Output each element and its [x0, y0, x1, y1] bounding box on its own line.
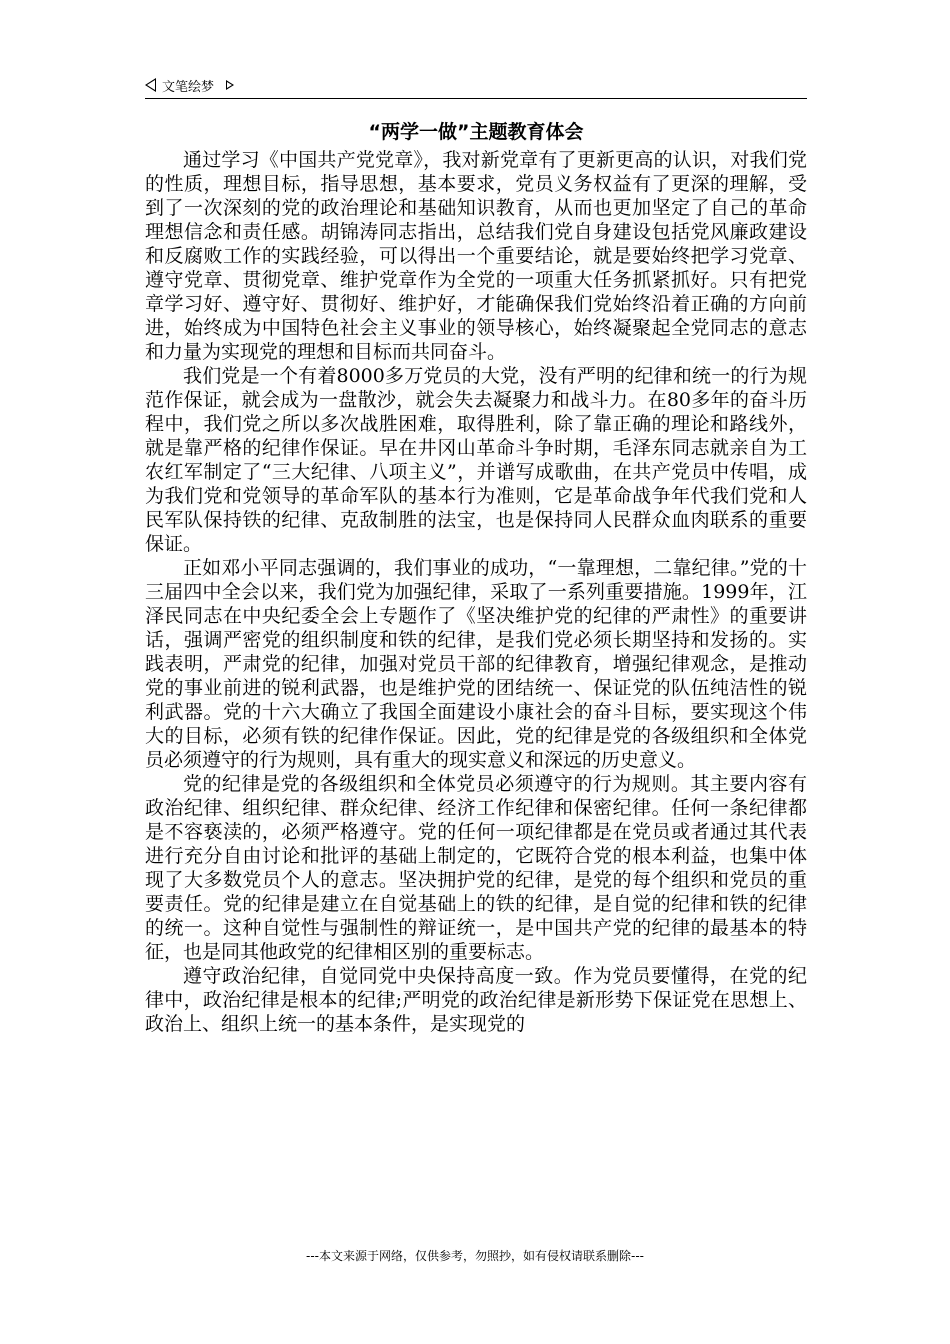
- paragraph: 正如邓小平同志强调的，我们事业的成功，“一靠理想，二靠纪律。”党的十三届四中全会以来，我们党为加强纪律，采取了一系列重要措施。1999年，江泽民同志在中央纪委全会上专题作了《坚决维护党的纪律的严肃性》的重要讲话，强调严密党的组织制度和铁的纪律，是我们党必须长期坚持和发扬的。实践表明，严肃党的纪律，加强对党员干部的纪律教育，增强纪律观念，是推动党的事业前进的锐利武器，也是维护党的团结统一、保证党的队伍纯洁性的锐利武器。党的十六大确立了我国全面建设小康社会的奋斗目标，要实现这个伟大的目标，必须有铁的纪律作保证。因此，党的纪律是党的各级组织和全体党员必须遵守的行为规则，具有重大的现实意义和深远的历史意义。: [145, 557, 807, 771]
- document-title: “两学一做”主题教育体会: [368, 121, 584, 143]
- footer-notice: ---本文来源于网络，仅供参考，勿照抄，如有侵权请联系删除---: [306, 1249, 644, 1263]
- site-name: 文笔绘梦: [162, 79, 215, 95]
- triangle-left-icon: [145, 78, 156, 92]
- paragraph: 通过学习《中国共产党党章》，我对新党章有了更新更高的认识，对我们党的性质，理想目标，指导思想，基本要求，党员义务权益有了更深的理解，受到了一次深刻的党的政治理论和基础知识教育，从而也更加坚定了自己的革命理想信念和责任感。胡锦涛同志指出，总结我们党自身建设包括党风廉政建设和反腐败工作的实践经验，可以得出一个重要结论，就是要始终把学习党章、遵守党章、贯彻党章、维护党章作为全党的一项重大任务抓紧抓好。只有把党章学习好、遵守好、贯彻好、维护好，才能确保我们党始终沿着正确的方向前进，始终成为中国特色社会主义事业的领导核心，始终凝聚起全党同志的意志和力量为实现党的理想和目标而共同奋斗。: [145, 149, 807, 363]
- document-body: [145, 148, 807, 1036]
- paragraph: 党的纪律是党的各级组织和全体党员必须遵守的行为规则。其主要内容有政治纪律、组织纪律、群众纪律、经济工作纪律和保密纪律。任何一条纪律都是不容亵渎的，必须严格遵守。党的任何一项纪律都是在党员或者通过其代表进行充分自由讨论和批评的基础上制定的，它既符合党的根本利益，也集中体现了大多数党员个人的意志。坚决拥护党的纪律，是党的每个组织和党员的重要责任。党的纪律是建立在自觉基础上的铁的纪律，是自觉的纪律和铁的纪律的统一。这种自觉性与强制性的辩证统一，是中国共产党的纪律的最基本的特征，也是同其他政党的纪律相区别的重要标志。: [145, 773, 807, 963]
- paragraph: 我们党是一个有着8000多万党员的大党，没有严明的纪律和统一的行为规范作保证，就会成为一盘散沙，就会失去凝聚力和战斗力。在80多年的奋斗历程中，我们党之所以多次战胜困难，取得胜利，除了靠正确的理论和路线外，就是靠严格的纪律作保证。早在井冈山革命斗争时期，毛泽东同志就亲自为工农红军制定了“三大纪律、八项主义”，并谱写成歌曲，在共产党员中传唱，成为我们党和党领导的革命军队的基本行为准则，它是革命战争年代我们党和人民军队保持铁的纪律、克敌制胜的法宝，也是保持同人民群众血肉联系的重要保证。: [145, 365, 807, 555]
- page-header: [145, 72, 807, 99]
- paragraph: 遵守政治纪律，自觉同党中央保持高度一致。作为党员要懂得，在党的纪律中，政治纪律是根本的纪律;严明党的政治纪律是新形势下保证党在思想上、政治上、组织上统一的基本条件，是实现党的: [145, 965, 807, 1035]
- triangle-right-icon: [226, 80, 234, 90]
